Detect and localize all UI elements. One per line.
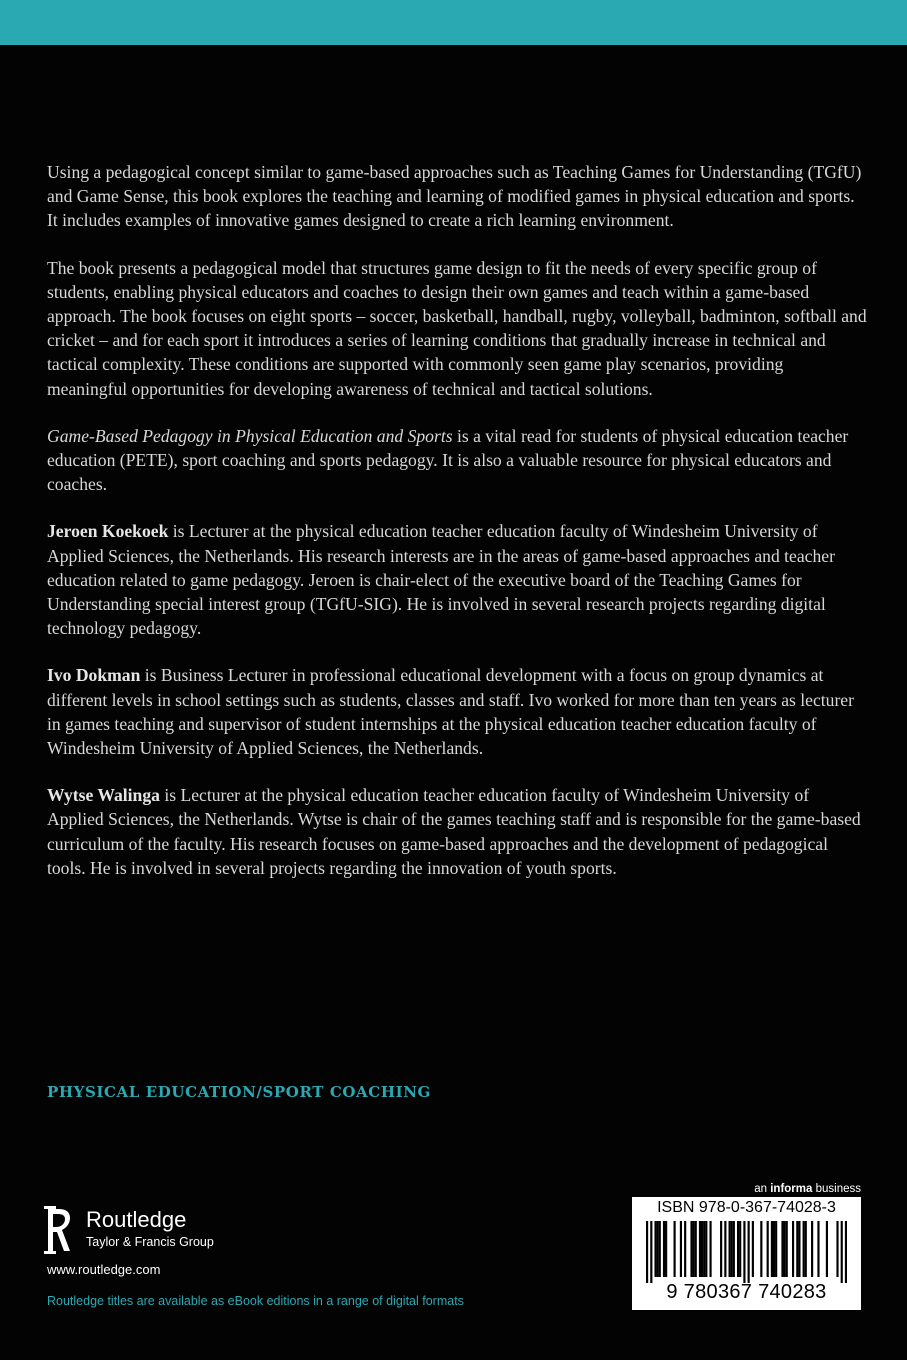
barcode-bar	[845, 1221, 847, 1283]
author-bio-text: is Lecturer at the physical education teacher education faculty of Windesheim University of Applied Sciences, the Netherlands. His research interests are in the areas of game-based approaches and teacher education related to game pedagogy. Jeroen is chair-elect of the executive board of the Teaching Games for Understanding special interest group (TGfU-SIG). He is involved in several research projects regarding digital technology pedagogy.	[47, 521, 835, 639]
barcode-bar	[826, 1221, 828, 1277]
author-name: Jeroen Koekoek	[47, 521, 169, 542]
author-bio-text: is Business Lecturer in professional educational development with a focus on group dynamics at different levels in school settings such as students, classes and staff. Ivo worked for more than ten years as lecturer in games teaching and supervisor of student internships at the physical education teacher education faculty of Windesheim University of Applied Sciences, the Netherlands.	[47, 665, 854, 759]
barcode-bar	[739, 1221, 741, 1277]
barcode-bar	[771, 1221, 773, 1277]
barcode-bar	[803, 1221, 805, 1277]
author-bio-2	[47, 663, 867, 760]
barcode-bar	[752, 1221, 754, 1277]
barcode-bar	[724, 1221, 726, 1277]
barcode-bar	[784, 1221, 786, 1277]
barcode-bar	[760, 1221, 762, 1277]
subject-category: PHYSICAL EDUCATION/SPORT COACHING	[47, 1083, 431, 1101]
barcode-bar	[775, 1221, 777, 1277]
barcode-bar	[748, 1221, 750, 1283]
barcode-bar	[743, 1221, 745, 1283]
readership-text: is a vital read for students of physical education teacher education (PETE), sport coaching and sports pedagogy. It is also a valuable resource for physical educators and coaches.	[47, 425, 849, 495]
barcode-bar	[781, 1221, 783, 1277]
barcode-bar	[773, 1221, 775, 1277]
publisher-url[interactable]: www.routledge.com	[47, 1262, 161, 1277]
barcode-bar	[709, 1221, 711, 1277]
back-cover-text	[47, 160, 867, 903]
barcode-bar	[693, 1221, 695, 1277]
barcode-bar	[680, 1221, 682, 1277]
readership-paragraph	[47, 424, 867, 497]
ebook-note: Routledge titles are available as eBook editions in a range of digital formats	[47, 1294, 464, 1308]
routledge-r-logo-icon	[44, 1206, 72, 1254]
barcode-bar	[654, 1221, 656, 1277]
description-paragraph-2: The book presents a pedagogical model that structures game design to fit the needs of every specific group of students, enabling physical educators and coaches to design their own games and teach within a game-based approach. The book focuses on eight sports – soccer, basketball, handball, rugby, volleyball, badminton, softball and cricket – and for each sport it introduces a series of learning conditions that gradually increase in technical and tactical complexity. These conditions are supported with commonly seen game play scenarios, providing meaningful opportunities for developing awareness of technical and tactical solutions.	[47, 257, 867, 399]
publisher-name: Routledge	[86, 1207, 187, 1232]
barcode-bar	[657, 1221, 659, 1277]
top-accent-band	[0, 0, 907, 45]
barcode-bar	[674, 1221, 676, 1277]
barcode-bar	[663, 1221, 665, 1277]
barcode-bar	[796, 1221, 798, 1277]
barcode-bar	[729, 1221, 731, 1277]
barcode-bar	[665, 1221, 667, 1277]
barcode-bar	[811, 1221, 813, 1277]
barcode-bar	[786, 1221, 788, 1277]
barcode-bar	[792, 1221, 794, 1277]
barcode-bar	[841, 1221, 843, 1283]
barcode-bars	[646, 1221, 847, 1283]
barcode-bar	[684, 1221, 686, 1277]
barcode-bar	[767, 1221, 769, 1277]
barcode-bar	[731, 1221, 733, 1277]
description-paragraph-1: Using a pedagogical concept similar to game-based approaches such as Teaching Games for Understanding (TGfU) and Game Sense, this book explores the teaching and learning of modified games in physical education and sports. It includes examples of innovative games designed to create a rich learning environment.	[47, 162, 862, 231]
informa-business-label: an informa business	[754, 1183, 861, 1195]
barcode-bar	[733, 1221, 735, 1277]
barcode-bar	[703, 1221, 705, 1277]
publisher-logo	[44, 1206, 244, 1254]
barcode-bar	[695, 1221, 697, 1277]
barcode-bar	[646, 1221, 648, 1283]
author-bio-text: is Lecturer at the physical education teacher education faculty of Windesheim University of Applied Sciences, the Netherlands. Wytse is chair of the games teaching staff and is responsible for the game-based curriculum of the faculty. His research focuses on game-based approaches and the development of pedagogical tools. He is involved in several projects regarding the innovation of youth sports.	[47, 785, 861, 878]
author-name: Ivo Dokman	[47, 665, 141, 686]
barcode-bar	[701, 1221, 703, 1277]
barcode-bar	[798, 1221, 800, 1277]
author-bio-3	[47, 783, 867, 880]
barcode-bar	[705, 1221, 707, 1277]
author-bio-1	[47, 519, 867, 640]
author-name: Wytse Walinga	[47, 785, 160, 806]
book-title: Game-Based Pedagogy in Physical Education and Sports	[47, 425, 453, 446]
barcode-bar	[805, 1221, 807, 1277]
barcode-bar	[737, 1221, 739, 1277]
informa-brand: informa	[770, 1183, 813, 1195]
isbn-barcode	[632, 1197, 861, 1310]
barcode-number: 9 780367 740283	[666, 1281, 827, 1303]
barcode-bar	[650, 1221, 652, 1283]
barcode-bar	[817, 1221, 819, 1277]
barcode-bar	[699, 1221, 701, 1277]
publisher-group: Taylor & Francis Group	[86, 1235, 214, 1249]
barcode-bar	[720, 1221, 722, 1277]
barcode-bar	[690, 1221, 692, 1277]
barcode-bar	[659, 1221, 661, 1277]
isbn-label: ISBN 978-0-367-74028-3	[657, 1199, 836, 1216]
barcode-bar	[836, 1221, 838, 1277]
